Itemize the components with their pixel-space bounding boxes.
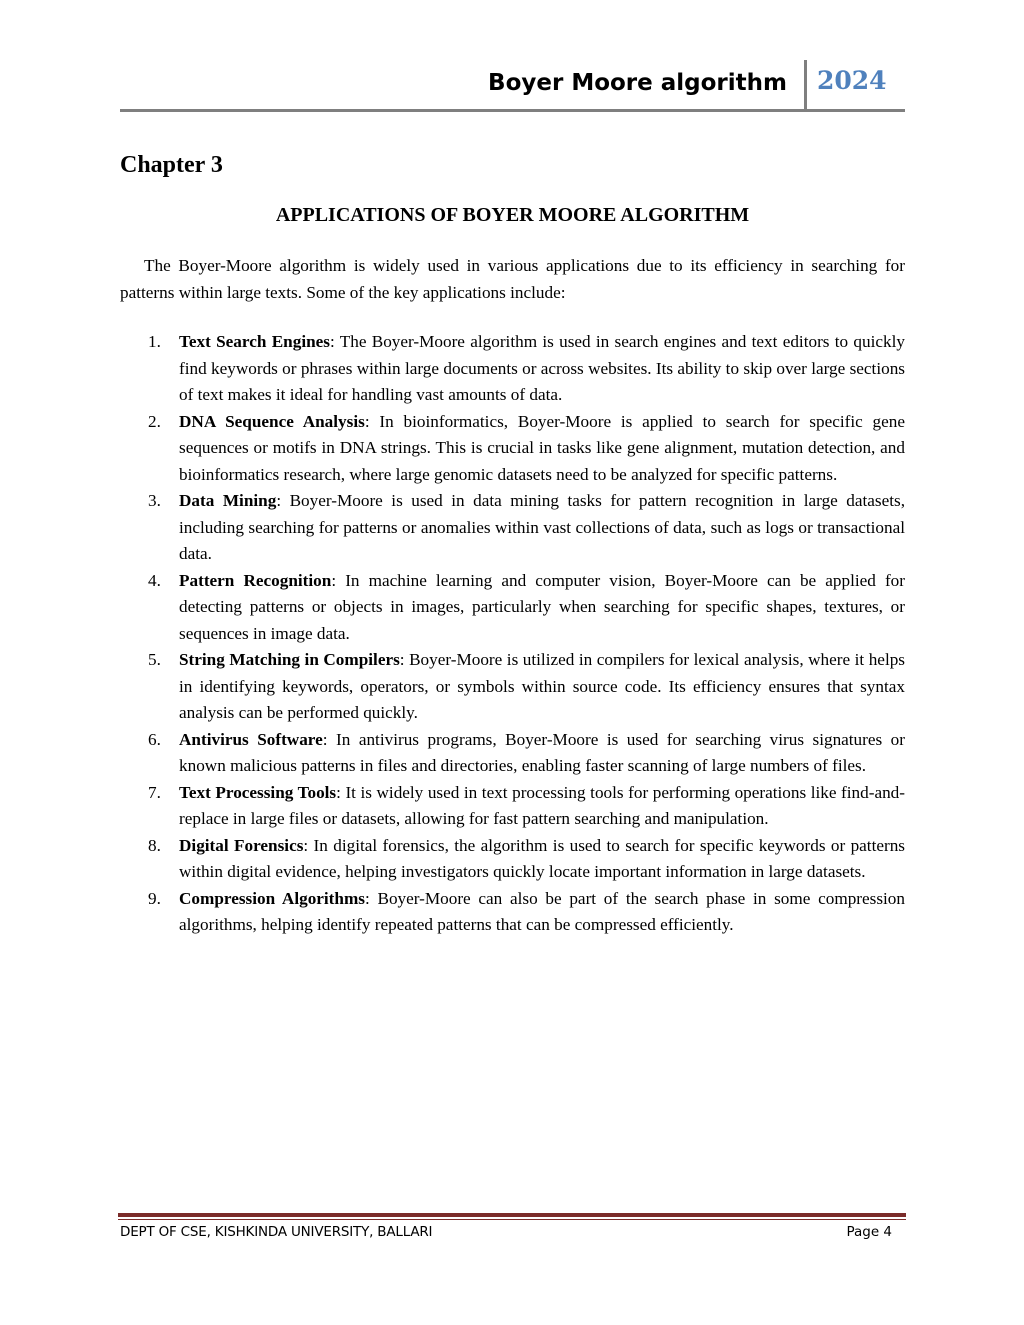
- header-title: Boyer Moore algorithm: [488, 70, 787, 96]
- list-item-term: Compression Algorithms: [179, 888, 365, 908]
- list-item-number: 3.: [148, 491, 161, 510]
- section-title: APPLICATIONS OF BOYER MOORE ALGORITHM: [275, 204, 750, 226]
- header-year: 2024: [817, 66, 887, 95]
- list-item: [120, 568, 905, 648]
- header-divider: [804, 60, 807, 110]
- list-item-term: Pattern Recognition: [179, 570, 332, 590]
- footer-rule: [118, 1213, 906, 1217]
- header-rule: [120, 109, 905, 112]
- list-item-term: Antivirus Software: [179, 729, 323, 749]
- list-item-number: 1.: [148, 332, 161, 351]
- list-item-description: : Boyer-Moore is used in data mining tasks for pattern recognition in large datasets, including searching for patterns or anomalies within vast collections of data, such as logs or transactional data.: [179, 491, 905, 563]
- list-item-description: : In machine learning and computer vision, Boyer-Moore can be applied for detecting patterns or objects in images, particularly when searching for specific shapes, textures, or sequences in image data.: [179, 570, 906, 643]
- list-item-description: : In antivirus programs, Boyer-Moore is used for searching virus signatures or known malicious patterns in files and directories, enabling faster scanning of large numbers of files.: [179, 729, 905, 775]
- page-number: Page 4: [846, 1224, 892, 1240]
- list-item-term: Text Search Engines: [179, 332, 330, 351]
- list-item-term: Data Mining: [179, 491, 277, 510]
- list-item: [120, 488, 905, 568]
- list-item-description: : The Boyer-Moore algorithm is used in search engines and text editors to quickly find keywords or phrases within large documents or across websites. Its ability to skip over large sections of text makes it ideal for handling vast amounts of data.: [179, 332, 905, 404]
- list-item-term: DNA Sequence Analysis: [179, 411, 365, 431]
- list-item: [120, 647, 905, 727]
- footer-rule-thin: [118, 1219, 906, 1220]
- applications-list: [120, 329, 905, 939]
- list-item-description: : Boyer-Moore is utilized in compilers for lexical analysis, where it helps in identifying keywords, operators, or symbols within source code. Its efficiency ensures that syntax analysis can be performed quickly.: [179, 650, 905, 722]
- list-item-description: : In bioinformatics, Boyer-Moore is applied to search for specific gene sequences or motifs in DNA strings. This is crucial in tasks like gene alignment, mutation detection, and bioinformatics research, where large genomic datasets need to be analyzed for specific patterns.: [179, 411, 905, 484]
- list-item-description: : It is widely used in text processing tools for performing operations like find-and-replace in large files or datasets, allowing for fast pattern searching and manipulation.: [179, 782, 905, 828]
- list-item-number: 6.: [148, 729, 161, 749]
- page-header: [120, 60, 905, 112]
- list-item-number: 8.: [148, 835, 161, 855]
- list-item-description: : Boyer-Moore can also be part of the search phase in some compression algorithms, helping identify repeated patterns that can be compressed efficiently.: [179, 888, 905, 934]
- list-item-term: Digital Forensics: [179, 835, 304, 855]
- list-item-number: 5.: [148, 650, 161, 669]
- list-item: [120, 833, 905, 886]
- list-item-description: : In digital forensics, the algorithm is used to search for specific keywords or patterns within digital evidence, helping investigators quickly locate important information in large datasets.: [179, 835, 905, 881]
- footer-department: DEPT OF CSE, KISHKINDA UNIVERSITY, BALLARI: [120, 1224, 433, 1240]
- list-item: [120, 886, 905, 939]
- list-item: [120, 780, 905, 833]
- chapter-heading: Chapter 3: [120, 152, 223, 178]
- list-item-number: 2.: [148, 411, 161, 431]
- list-item: [120, 409, 905, 489]
- list-item-term: String Matching in Compilers: [179, 650, 400, 669]
- list-item-number: 9.: [148, 888, 161, 908]
- list-item-number: 7.: [148, 782, 161, 802]
- list-item-term: Text Processing Tools: [179, 782, 337, 802]
- list-item-number: 4.: [148, 570, 161, 590]
- list-item: [120, 727, 905, 780]
- list-item: [120, 329, 905, 409]
- intro-paragraph: The Boyer-Moore algorithm is widely used in various applications due to its efficiency in searching for patterns within large texts. Some of the key applications include:: [120, 256, 905, 302]
